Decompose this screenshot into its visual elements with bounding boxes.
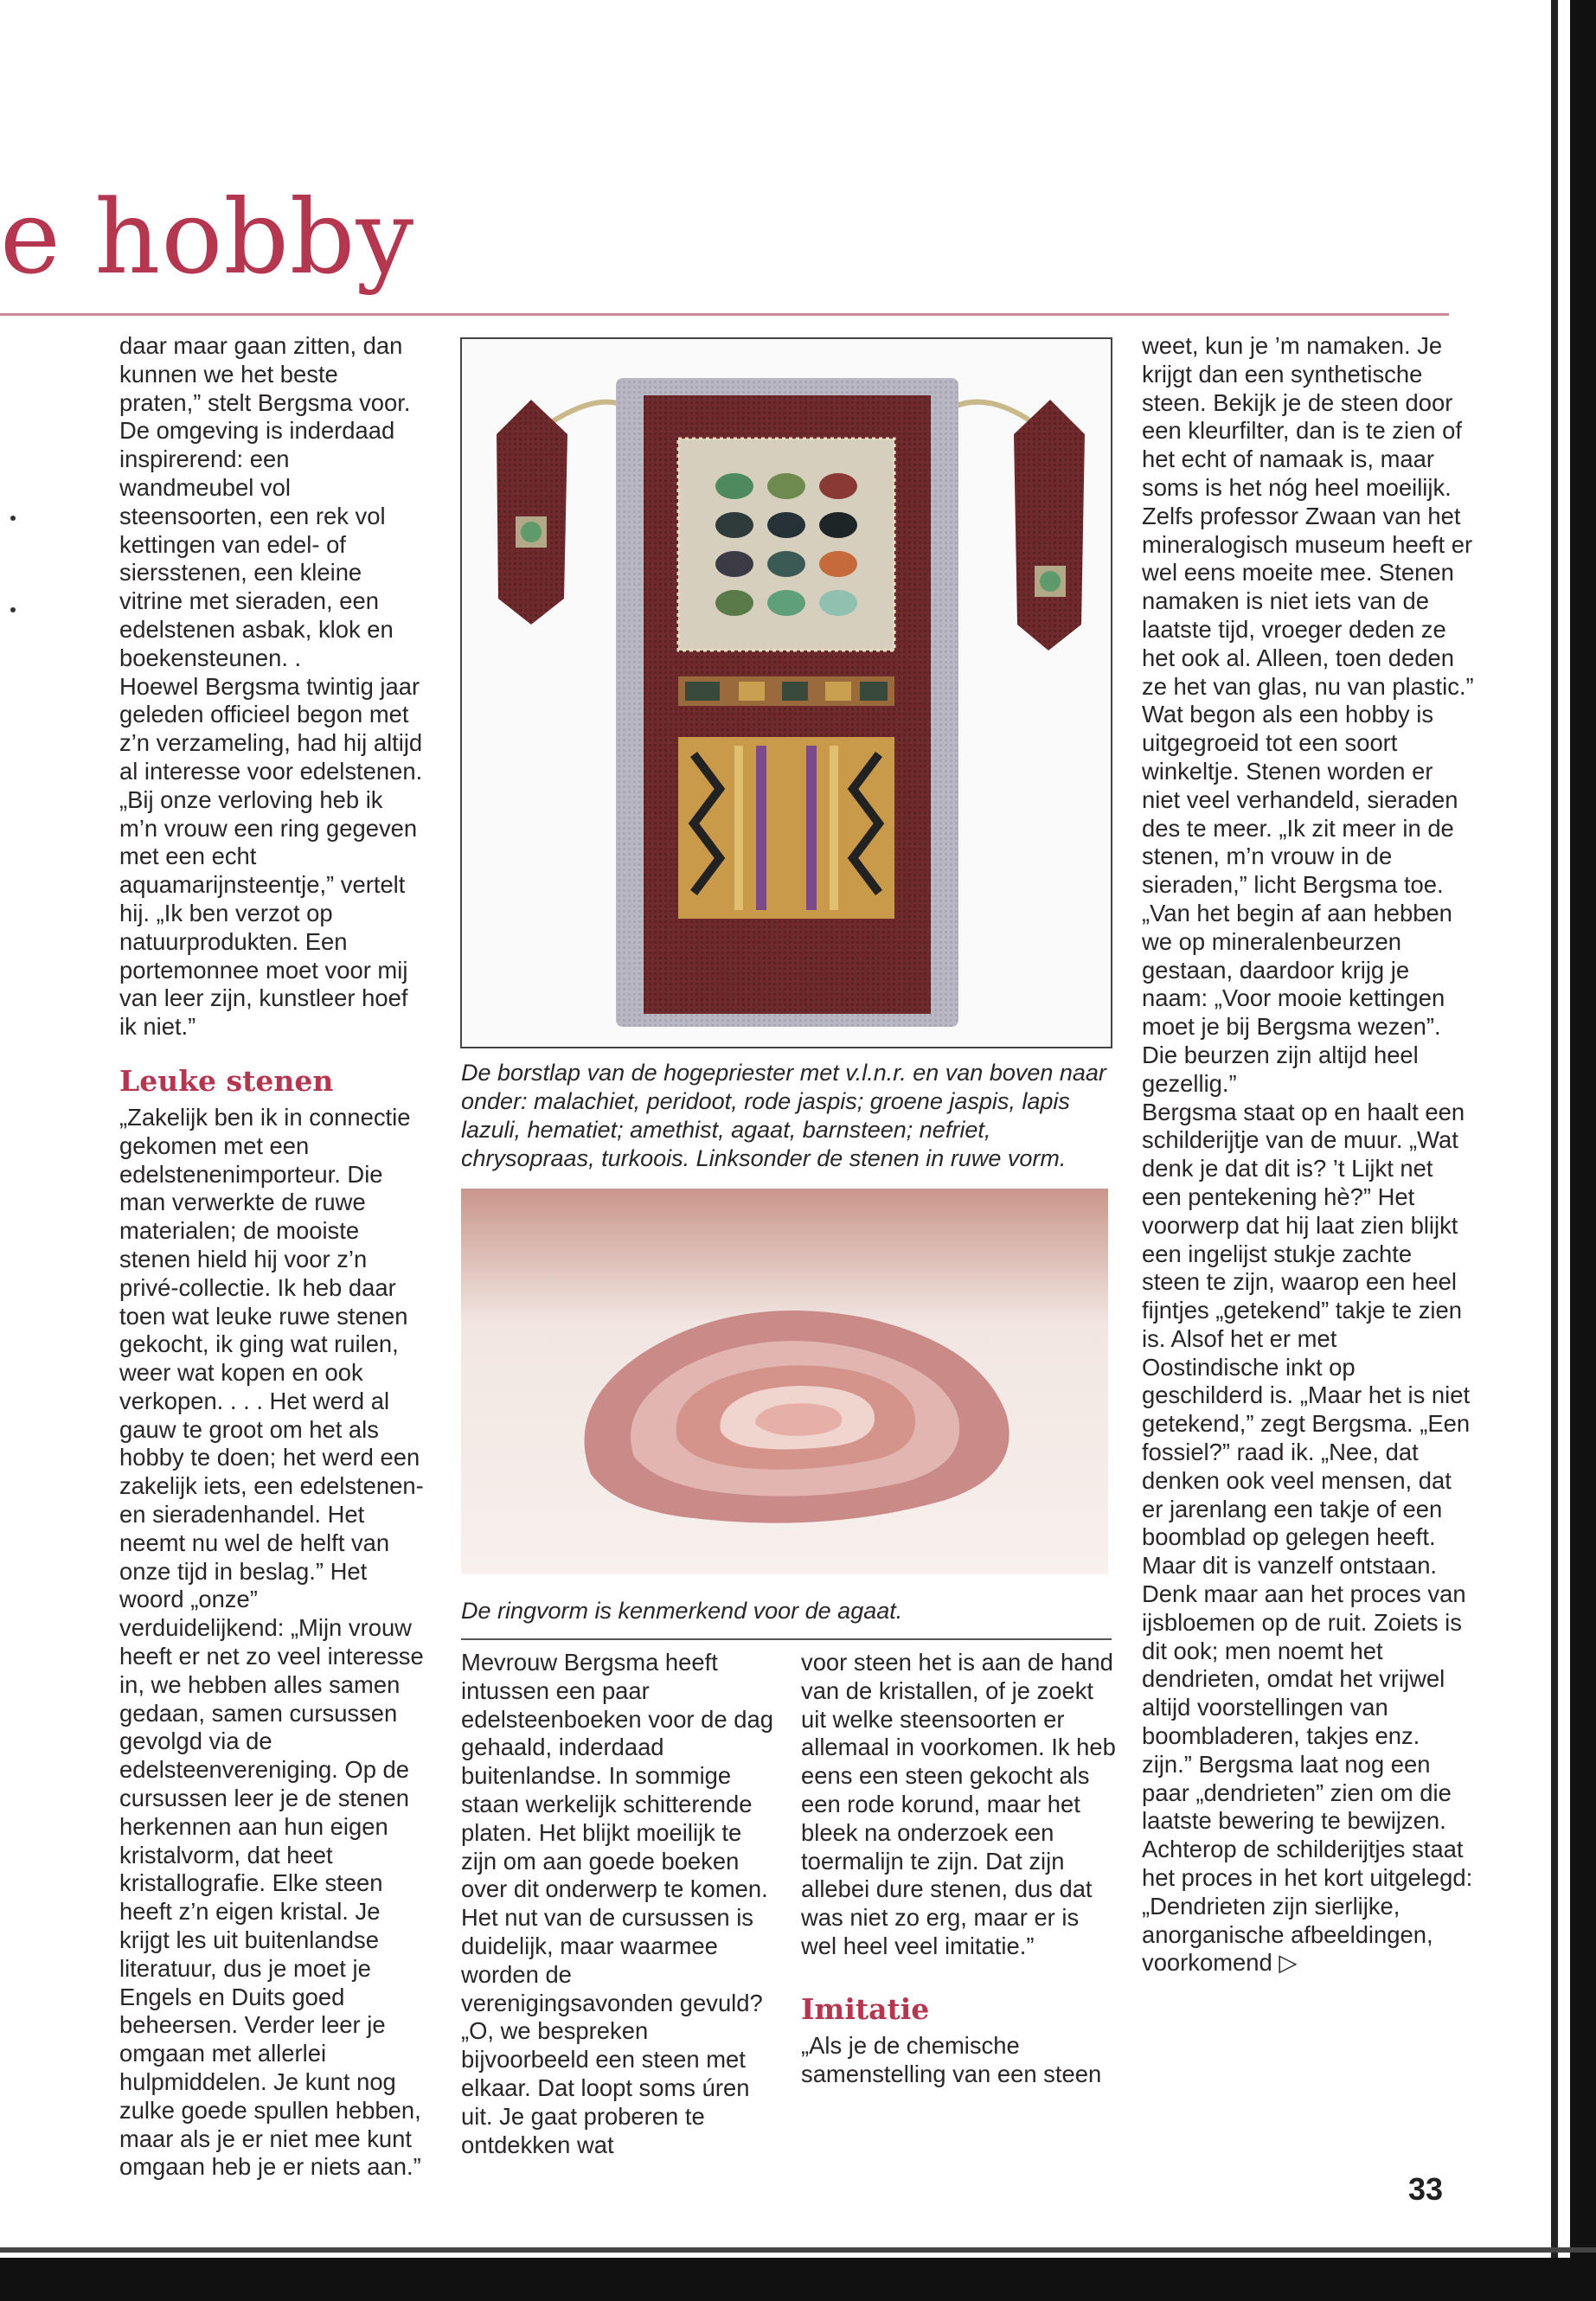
subheading-leuke-stenen: Leuke stenen <box>119 1063 334 1098</box>
paragraph: weet, kun je ’m namaken. Je krijgt dan een synthetische steen. Bekijk je de steen door een kleurfilter, dan is te zien of het echt of namaak is, maar soms is het nóg heel moeilijk. Zelfs professor Zwaan van het mineralogisch museum heeft er wel eens moeite mee. Stenen namaken is niet iets van de laatste tijd, vroeger deden ze het ook al. Alleen, toen deden ze het van glas, nu van plastic.” <box>1142 332 1474 700</box>
scan-border-bottom <box>0 2258 1596 2301</box>
paragraph: daar maar gaan zitten, dan kunnen we het beste praten,” stelt Bergsma voor. De omgeving is inderdaad inspirerend: een wandmeubel vol steensoorten, een rek vol kettingen van edel- of siersstenen, een kleine vitrine met sieraden, een edelstenen asbak, klok en boekensteunen. . <box>119 332 411 671</box>
paragraph: Wat begon als een hobby is uitgegroeid tot een soort winkeltje. Stenen worden er niet veel verhandeld, sieraden des te meer. „Ik zit meer in de stenen, m’n vrouw in de sieraden,” licht Bergsma toe. „Van het begin af aan hebben we op mineralenbeurzen gestaan, daardoor krijg je naam: „Voor mooie kettingen moet je bij Bergsma wezen”. Die beurzen zijn altijd heel gezellig.” <box>1142 701 1458 1097</box>
margin-mark <box>10 516 16 521</box>
side-tab-left <box>497 400 567 625</box>
article-column-2 <box>461 1649 774 2159</box>
subheading-imitatie: Imitatie <box>801 1991 930 2026</box>
page-title: e hobby <box>0 177 415 297</box>
breastplate-photo <box>460 337 1112 1048</box>
paragraph: Mevrouw Bergsma heeft intussen een paar edelsteenboeken voor de dag gehaald, inderdaad buitenlandse. In sommige staan werkelijk schitterende platen. Het blijkt moeilijk te zijn om aan goede boeken over dit onderwerp te komen. <box>461 1649 773 1903</box>
side-tab-right <box>1014 400 1085 651</box>
margin-mark <box>10 607 16 612</box>
scan-border-right <box>1570 0 1596 2301</box>
page-number: 33 <box>1408 2171 1444 2207</box>
paragraph: Hoewel Bergsma twintig jaar geleden officieel begon met z’n verzameling, had hij altijd al interesse voor edelstenen. „Bij onze verloving heb ik m’n vrouw een ring gegeven met een echt aquamarijnsteentje,” vertelt hij. „Ik ben verzot op natuurprodukten. Een portemonnee moet voor mij van leer zijn, kunstleer hoef ik niet.” <box>119 672 423 1041</box>
agate-photo <box>461 1189 1108 1574</box>
scan-border-bottom-light <box>0 2247 1596 2253</box>
paragraph: Het nut van de cursussen is duidelijk, maar waarmee worden de verenigingsavonden gevuld? „O, we bespreken bijvoorbeeld een steen met elkaar. Dat loopt soms úren uit. Je gaat proberen te ontdekken wat <box>461 1904 763 2158</box>
title-rule <box>0 313 1449 316</box>
paragraph: voor steen het is aan de hand van de kristallen, of je zoekt uit welke steensoorten er allemaal in voorkomen. Ik heb eens een steen gekocht als een rode korund, maar het bleek na onderzoek een toermalijn te zijn. Dat zijn allebei dure stenen, dus dat was niet zo erg, maar er is wel heel veel imitatie.” <box>801 1649 1116 1959</box>
scan-border-right-inner <box>1551 0 1558 2301</box>
breastplate-caption: De borstlap van de hogepriester met v.l.n.r. en van boven naar onder: malachiet, peridoot, rode jaspis; groene jaspis, lapis lazuli, hematiet; amethist, agaat, barnsteen; nefriet, chrysopraas, turkoois. Linksonder de stenen in ruwe vorm. <box>461 1060 1106 1171</box>
article-column-1 <box>119 332 424 2182</box>
paragraph: „Als je de chemische samenstelling van een steen <box>801 2031 1102 2087</box>
agate-caption: De ringvorm is kenmerkend voor de agaat. <box>461 1598 903 1624</box>
article-column-3 <box>801 1649 1116 2088</box>
paragraph: „Zakelijk ben ik in connectie gekomen met een edelstenenimporteur. Die man verwerkte de ruwe materialen; de mooiste stenen hield hij voor z’n privé-collectie. Ik heb daar toen wat leuke ruwe stenen gekocht, ik ging wat ruilen, weer wat kopen en ook verkopen. . . . Het werd al gauw te groot om het als hobby te doen; het werd een zakelijk iets, een edelstenen- en sieradenhandel. Het neemt nu wel de helft van onze tijd in beslag.” Het woord „onze” verduidelijkend: „Mijn vrouw heeft er net zo veel interesse in, we hebben alles samen gedaan, samen cursussen gevolgd via de edelsteenvereniging. Op de cursussen leer je de stenen herkennen aan hun eigen kristalvorm, dat heet kristallografie. Elke steen heeft z’n eigen kristal. Je krijgt les uit buitenlandse literatuur, dus je moet je Engels en Duits goed beheersen. Verder leer je omgaan met allerlei hulpmiddelen. Je kunt nog zulke goede spullen hebben, maar als je er niet mee kunt omgaan heb je er niets aan.” <box>119 1103 424 2181</box>
paragraph: Bergsma staat op en haalt een schilderijtje van de muur. „Wat denk je dat dit is? ’t Lijkt net een pentekening hè?” Het voorwerp dat hij laat zien blijkt een ingelijst stukje zachte steen te zijn, waarop een heel fijntjes „getekend” takje te zien is. Alsof het er met Oostindische inkt op geschilderd is. „Maar het is niet getekend,” zegt Bergsma. „Een fossiel?” raad ik. „Nee, dat denken ook veel mensen, dat er jarenlang een takje of een boomblad op gelegen heeft. Maar dit is vanzelf ontstaan. Denk maar aan het proces van ijsbloemen op de ruit. Zoiets is dit ook; men noemt het dendrieten, omdat het vrijwel altijd voorstellingen van boombladeren, takjes enz. zijn.” Bergsma laat nog een paar „dendrieten” zien om die laatste bewering te bewijzen. Achterop de schilderijtjes staat het proces in het kort uitgelegd: „Dendrieten zijn sierlijke, anorganische afbeeldingen, voorkomend ▷ <box>1142 1098 1473 1977</box>
article-column-4 <box>1142 332 1476 1977</box>
caption-rule <box>461 1638 1112 1640</box>
